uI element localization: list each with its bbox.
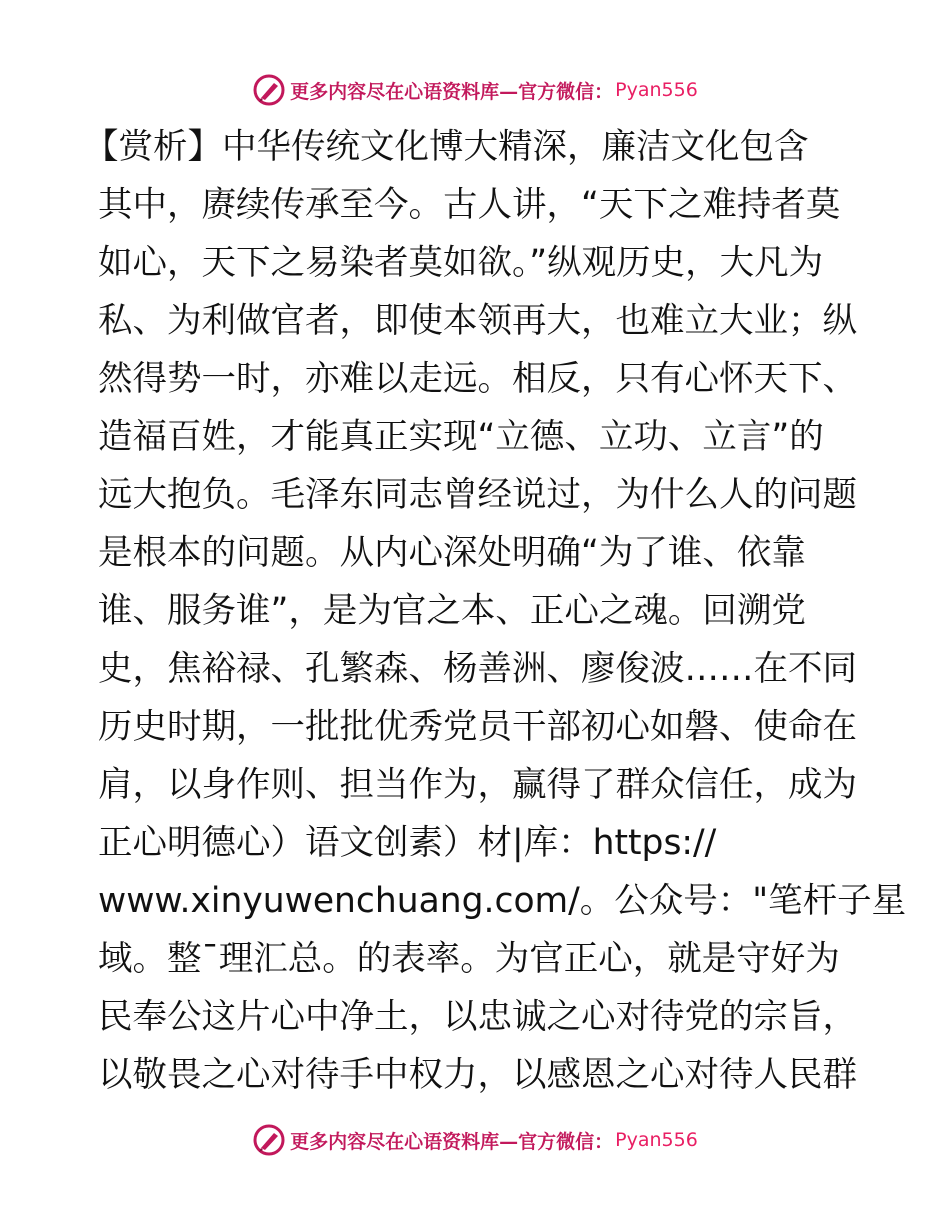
text-line: 是根本的问题。从内心深处明确“为了谁、依靠 [98, 533, 806, 573]
header-banner [0, 70, 950, 110]
text-line: 谁、服务谁”，是为官之本、正心之魂。回溯党 [98, 591, 806, 631]
text-line: 历史时期，一批批优秀党员干部初心如磐、使命在 [98, 707, 857, 747]
footer-banner [0, 1120, 950, 1160]
text-line: 民奉公这片心中净土，以忠诚之心对待党的宗旨， [98, 997, 857, 1037]
text-line: 私、为利做官者，即使本领再大，也难立大业；纵 [98, 301, 857, 341]
article-body [84, 118, 907, 1104]
text-line: 其中，赓续传承至今。古人讲，“天下之难持者莫 [98, 185, 841, 225]
banner-wechat-id: Pyan556 [615, 79, 698, 101]
pen-logo-icon [252, 1123, 286, 1157]
text-line: 域。整¯理汇总。的表率。为官正心，就是守好为 [98, 939, 840, 979]
text-line: 以敬畏之心对待手中权力，以感恩之心对待人民群 [98, 1055, 857, 1095]
banner-text: 更多内容尽在心语资料库—官方微信： [290, 1130, 614, 1153]
text-line: 造福百姓，才能真正实现“立德、立功、立言”的 [98, 417, 824, 457]
text-line: 正心明德心）语文创素）材|库：https:// [98, 823, 717, 863]
text-line: 远大抱负。毛泽东同志曾经说过，为什么人的问题 [98, 475, 857, 515]
text-line: 肩，以身作则、担当作为，赢得了群众信任，成为 [98, 765, 857, 805]
text-line: 【赏析】中华传统文化博大精深，廉洁文化包含 [84, 127, 809, 167]
text-line: www.xinyuwenchuang.com/。公众号："笔杆子星 [98, 881, 907, 921]
text-line: 然得势一时，亦难以走远。相反，只有心怀天下、 [98, 359, 857, 399]
banner-wechat-id: Pyan556 [615, 1129, 698, 1151]
text-line: 如心，天下之易染者莫如欲。”纵观历史，大凡为 [98, 243, 824, 283]
pen-logo-icon [252, 73, 286, 107]
text-line: 史，焦裕禄、孔繁森、杨善洲、廖俊波……在不同 [98, 649, 857, 689]
banner-text: 更多内容尽在心语资料库—官方微信： [290, 80, 614, 103]
